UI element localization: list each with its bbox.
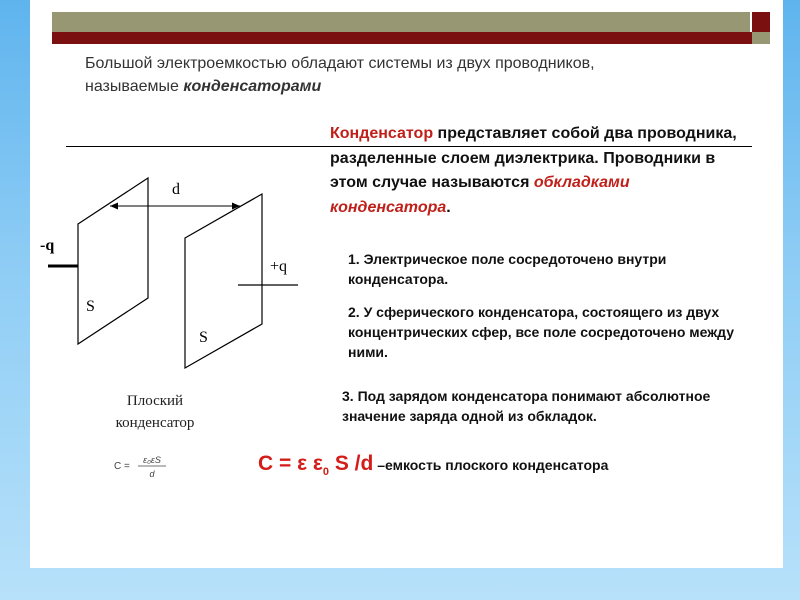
- small-formula-denominator: d: [149, 469, 155, 479]
- intro-line-2-prefix: называемые: [85, 78, 184, 95]
- header-square-olive: [752, 32, 770, 44]
- label-area-left: S: [86, 298, 95, 315]
- formula-c-eq: C = ε ε: [258, 452, 323, 475]
- definition-end: .: [446, 198, 451, 216]
- formula-rest: S /d: [329, 452, 374, 475]
- diagram-caption: [90, 390, 220, 434]
- point-3: 3. Под зарядом конденсатора понимают абсолютное значение заряда одной из обкладок.: [342, 388, 711, 424]
- point-2: 2. У сферического конденсатора, состоящего из двух концентрических сфер, все поле сосредоточено между ними.: [348, 304, 735, 360]
- arrow-head-left: [110, 203, 118, 210]
- small-formula: [112, 450, 202, 484]
- small-formula-numerator: ε₀εS: [143, 455, 161, 465]
- label-positive-charge: +q: [270, 258, 288, 275]
- header-bar-maroon: [52, 32, 770, 44]
- formula-subscript: 0: [322, 466, 329, 479]
- formula-description: –емкость плоского конденсатора: [373, 457, 609, 473]
- intro-line-2: [85, 75, 725, 98]
- formula-main: [258, 452, 374, 479]
- definition-term-plates: обкладками конденсатора: [330, 174, 630, 216]
- label-negative-charge: -q: [40, 237, 55, 254]
- header-bar-olive: [52, 12, 750, 32]
- capacitance-formula: [258, 452, 608, 478]
- intro-line-1: Большой электроемкостью обладают системы из двух проводников,: [85, 55, 595, 72]
- plate-right: [185, 194, 262, 368]
- label-area-right: S: [199, 329, 208, 346]
- label-d: d: [172, 181, 180, 198]
- capacitor-diagram: [30, 150, 320, 380]
- intro-text: [85, 52, 725, 98]
- point-1: 1. Электрическое поле сосредоточено внутри конденсатора.: [348, 251, 667, 287]
- caption-line-2: конденсатор: [115, 415, 195, 431]
- plate-left: [78, 178, 148, 344]
- caption-line-1: Плоский: [126, 393, 184, 409]
- small-formula-lhs: C =: [114, 461, 130, 472]
- definition-term: Конденсатор: [330, 125, 434, 142]
- intro-emphasis: конденсаторами: [183, 78, 322, 95]
- slide: [30, 0, 783, 568]
- definition-body: представляет собой два проводника, разделенные слоем диэлектрика. Проводники в этом случае называются: [330, 125, 737, 191]
- definition-text: [330, 122, 750, 220]
- header-square-red: [752, 12, 770, 32]
